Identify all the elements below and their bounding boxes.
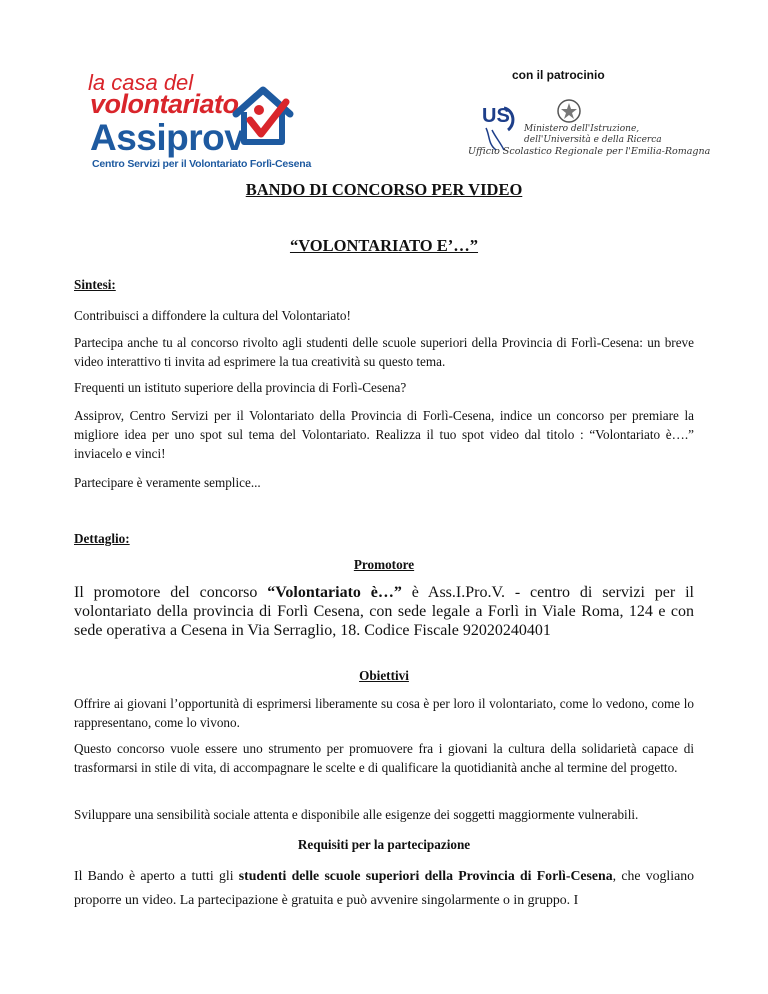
obiettivi-p2: Questo concorso vuole essere uno strumento per promuovere fra i giovani la cultura della solidarietà capace di trasformarsi in stile di vita, di accompagnare le scelte e di qualificare la quotidianità anche al termine del progetto. bbox=[74, 741, 694, 775]
logo-subtitle: Centro Servizi per il Volontariato Forlì-Cesena bbox=[92, 158, 312, 170]
obiettivi-p3: Sviluppare una sensibilità sociale attenta e disponibile alle esigenze dei soggetti maggiormente vulnerabili. bbox=[74, 807, 639, 822]
promotore-bold: “Volontariato è…” bbox=[267, 584, 402, 601]
promotore-pre: Il promotore del concorso bbox=[74, 584, 268, 601]
dettaglio-heading bbox=[74, 529, 694, 548]
document-title: BANDO DI CONCORSO PER VIDEO bbox=[245, 180, 523, 199]
usr-logo-icon bbox=[480, 100, 520, 152]
requisiti-text bbox=[74, 864, 694, 912]
requisiti-bold: studenti delle scuole superiori della Provincia di Forlì-Cesena bbox=[238, 868, 613, 883]
assiprov-logo bbox=[88, 72, 348, 172]
promotore-heading: Promotore bbox=[353, 557, 415, 572]
ministry-line-1: Ministero dell'Istruzione, bbox=[524, 124, 640, 134]
logo-line-3: Assiprov bbox=[90, 117, 245, 158]
sintesi-p1: Contribuisci a diffondere la cultura del Volontariato! bbox=[74, 308, 351, 323]
dettaglio-heading-text: Dettaglio: bbox=[74, 531, 130, 546]
logo-line-1: la casa del bbox=[88, 70, 194, 95]
sintesi-p5: Partecipare è veramente semplice... bbox=[74, 475, 261, 490]
ministry-line-3: Ufficio Scolastico Regionale per l'Emilia-Romagna bbox=[468, 146, 711, 157]
ministry-logo bbox=[468, 96, 711, 168]
promotore-post: è Ass.I.Pro.V. - centro di servizi per il volontariato della provincia di Forlì Cesena, con sede legale a Forlì in Viale Roma, 124 e con sede operativa a Cesena in Via Serraglio, 18. Codice Fiscale 92020240401 bbox=[74, 584, 694, 639]
house-check-icon bbox=[228, 80, 298, 150]
svg-text:US: US bbox=[482, 105, 510, 127]
requisiti-heading: Requisiti per la partecipazione bbox=[297, 837, 471, 852]
requisiti-pre: Il Bando è aperto a tutti gli bbox=[74, 868, 239, 883]
promotore-text bbox=[74, 583, 694, 640]
obiettivi-p1: Offrire ai giovani l’opportunità di esprimersi liberamente su cosa è per loro il volontariato, come lo vedono, come lo rappresentano, come lo vivono. bbox=[74, 696, 694, 730]
italian-emblem-icon bbox=[556, 98, 582, 124]
sintesi-p2: Partecipa anche tu al concorso rivolto agli studenti delle scuole superiori della Provincia di Forlì-Cesena: un breve video interattivo ti invita ad esprimere la tua creatività su questo tema. bbox=[74, 335, 694, 369]
requisiti-post: , che vogliano proporre un video. La partecipazione è gratuita e può avvenire singolarmente o in gruppo. I bbox=[74, 868, 695, 907]
ministry-text bbox=[468, 124, 711, 157]
ministry-line-2: dell'Università e della Ricerca bbox=[524, 135, 662, 145]
sintesi-p4: Assiprov, Centro Servizi per il Volontariato della Provincia di Forlì-Cesena, indice un concorso per premiare la migliore idea per uno spot sul tema del Volontariato. Realizza il tuo spot video dal titolo : “Volontariato è….” inviacelo e vinci! bbox=[74, 408, 694, 461]
obiettivi-heading: Obiettivi bbox=[359, 668, 409, 683]
document-subtitle: “VOLONTARIATO E’…” bbox=[289, 236, 479, 255]
logo-line-2: volontariato bbox=[90, 89, 239, 119]
patrocinio-label: con il patrocinio bbox=[512, 68, 605, 82]
sintesi-heading-text: Sintesi: bbox=[74, 277, 116, 292]
sintesi-heading bbox=[74, 275, 694, 294]
sintesi-p3: Frequenti un istituto superiore della provincia di Forlì-Cesena? bbox=[74, 380, 407, 395]
